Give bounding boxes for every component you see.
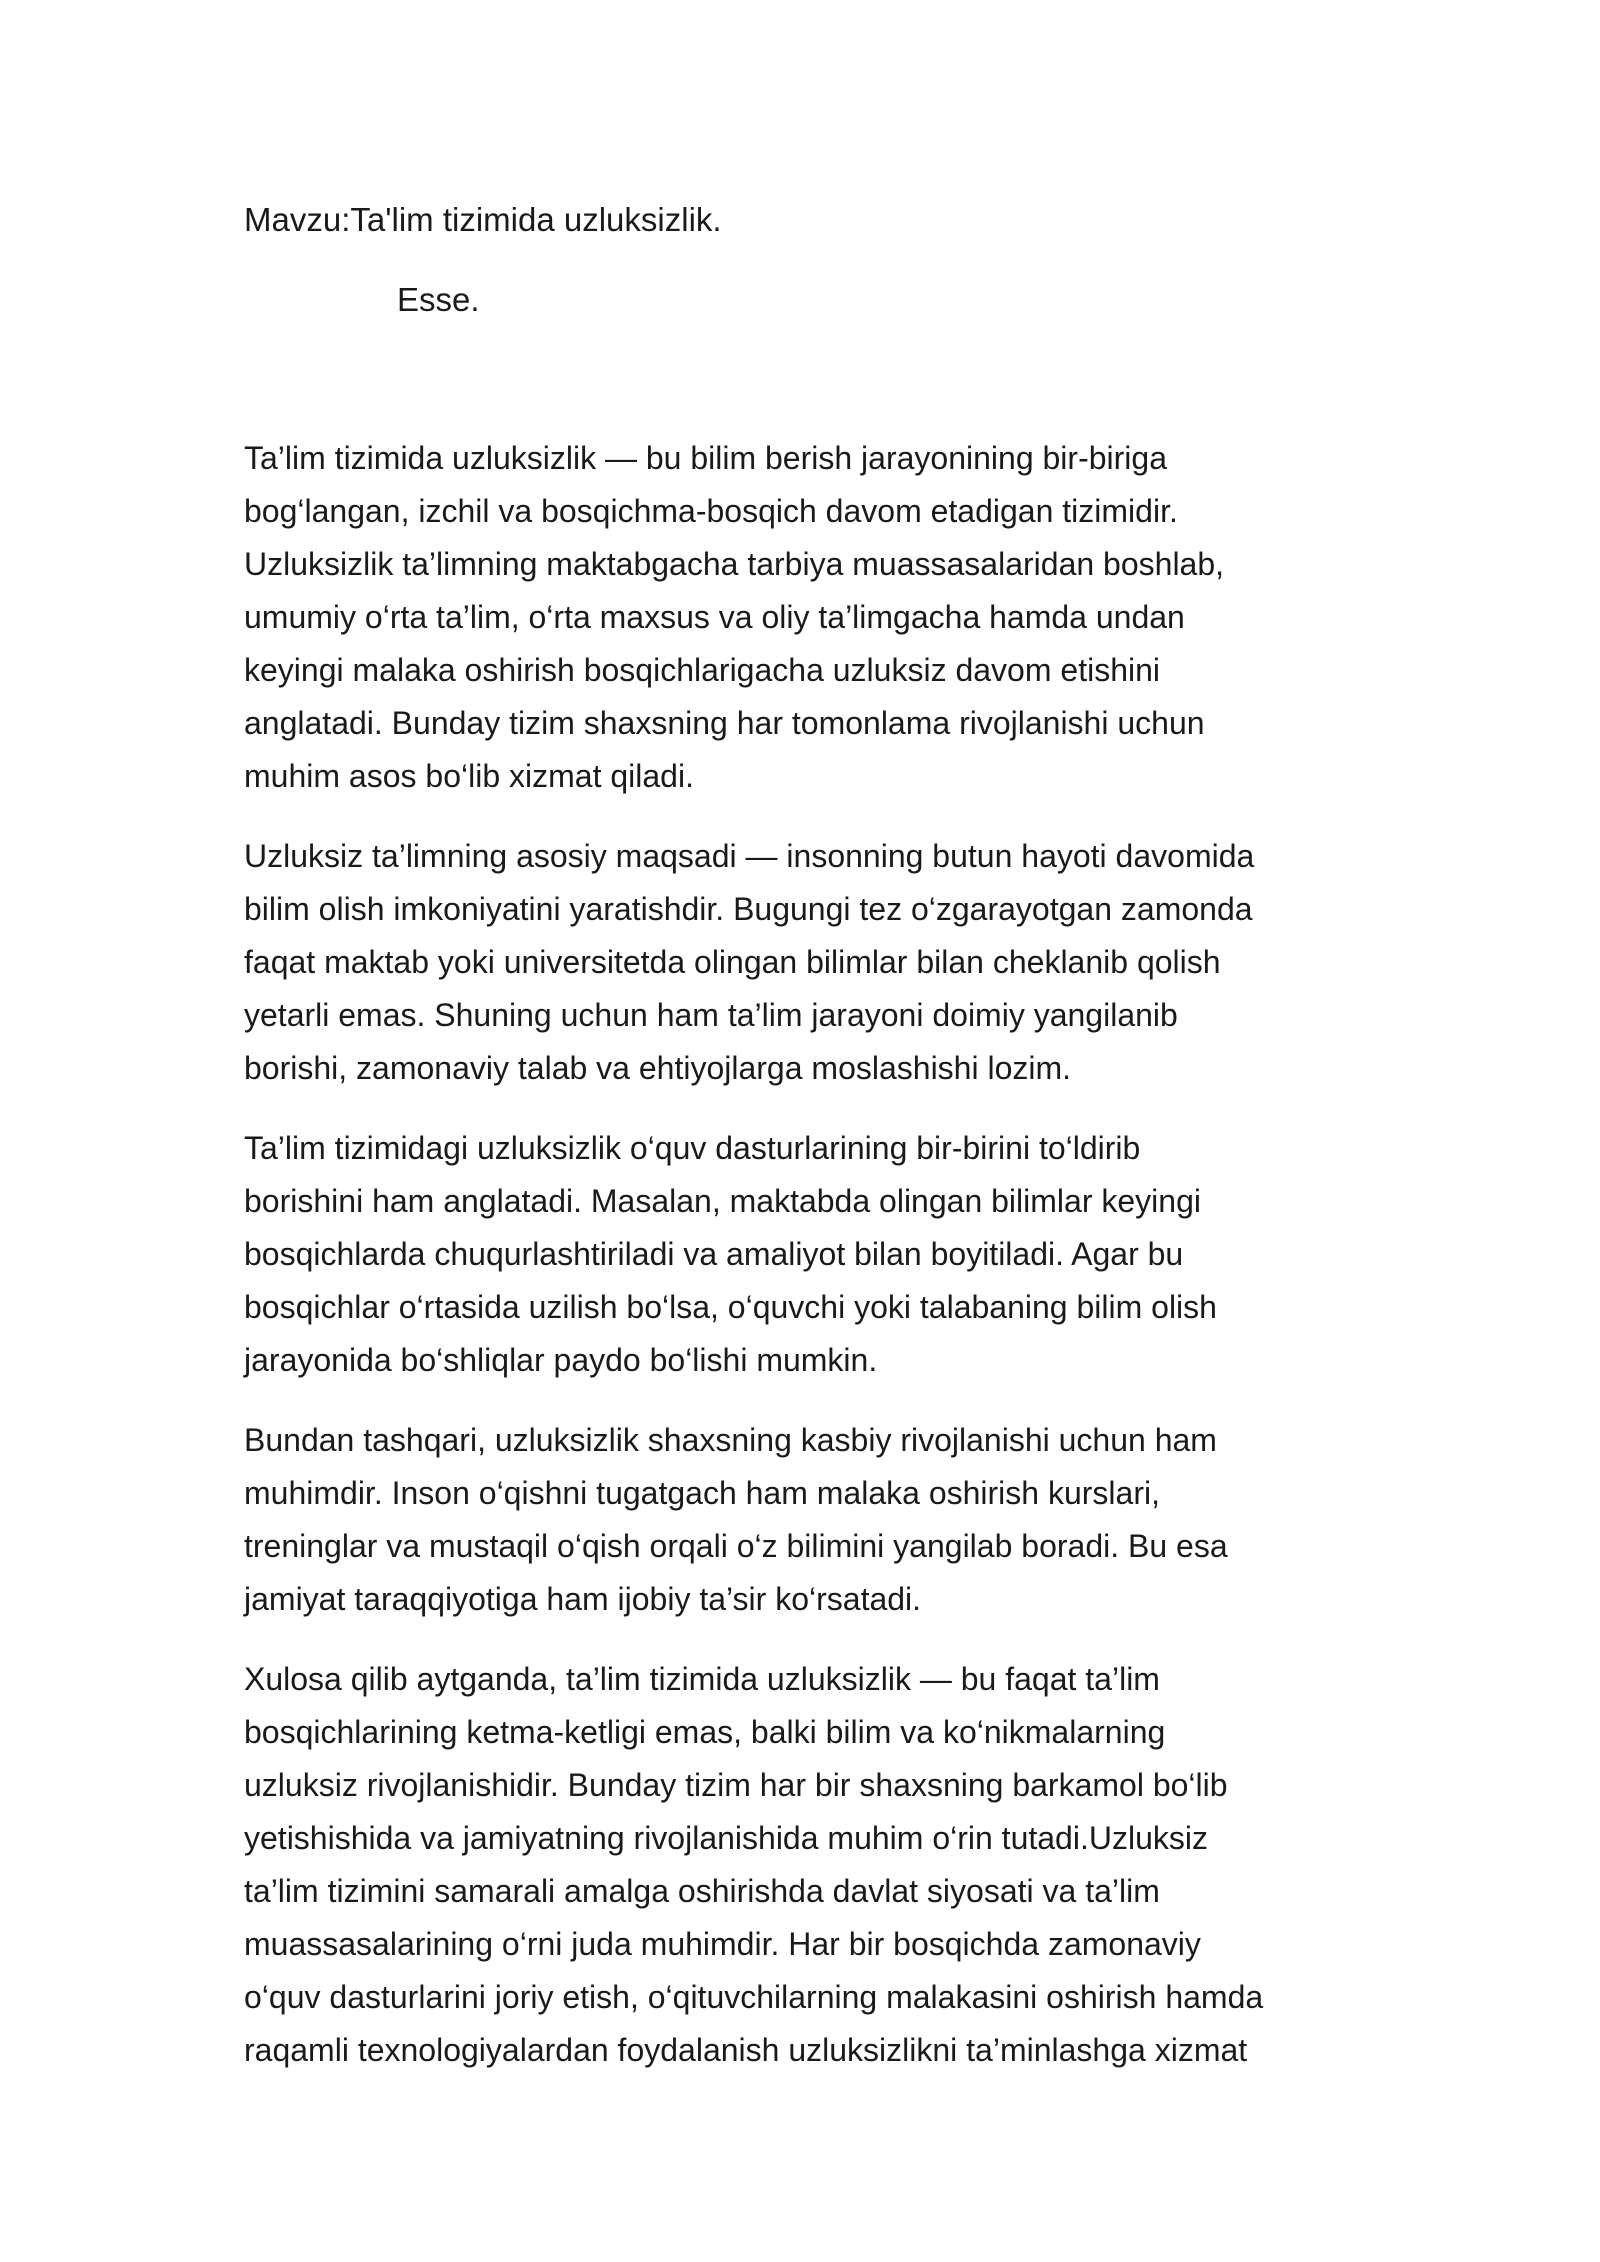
paragraph-line: faqat maktab yoki universitetda olingan bilimlar bilan cheklanib qolish xyxy=(244,944,1221,980)
paragraph-line: jarayonida bo‘shliqlar paydo bo‘lishi mumkin. xyxy=(244,1342,878,1378)
document-body xyxy=(244,432,1384,2104)
paragraph-line: Ta’lim tizimidagi uzluksizlik o‘quv dasturlarining bir-birini to‘ldirib xyxy=(244,1130,1141,1166)
paragraph-line: borishini ham anglatadi. Masalan, maktabda olingan bilimlar keyingi xyxy=(244,1183,1201,1219)
paragraph-line: Uzluksiz ta’limning asosiy maqsadi — insonning butun hayoti davomida xyxy=(244,838,1255,874)
paragraph-line: treninglar va mustaqil o‘qish orqali o‘z bilimini yangilab boradi. Bu esa xyxy=(244,1528,1228,1564)
document-title: Mavzu:Ta'lim tizimida uzluksizlik. xyxy=(244,201,722,238)
paragraph-line: bog‘langan, izchil va bosqichma-bosqich davom etadigan tizimidir. xyxy=(244,493,1178,529)
paragraph-line: Uzluksizlik ta’limning maktabgacha tarbiya muassasalaridan boshlab, xyxy=(244,546,1225,582)
paragraph-line: keyingi malaka oshirish bosqichlarigacha uzluksiz davom etishini xyxy=(244,652,1160,688)
paragraph xyxy=(244,830,1384,1095)
paragraph-line: Bundan tashqari, uzluksizlik shaxsning kasbiy rivojlanishi uchun ham xyxy=(244,1422,1217,1458)
paragraph-line: Ta’lim tizimida uzluksizlik — bu bilim berish jarayonining bir-biriga xyxy=(244,440,1167,476)
paragraph-line: muassasalarining o‘rni juda muhimdir. Har bir bosqichda zamonaviy xyxy=(244,1926,1201,1962)
paragraph-line: o‘quv dasturlarini joriy etish, o‘qituvchilarning malakasini oshirish hamda xyxy=(244,1979,1264,2015)
paragraph-line: Xulosa qilib aytganda, ta’lim tizimida uzluksizlik — bu faqat ta’lim xyxy=(244,1661,1160,1697)
paragraph-line: raqamli texnologiyalardan foydalanish uzluksizlikni ta’minlashga xizmat xyxy=(244,2032,1248,2068)
paragraph-line: bosqichlarda chuqurlashtiriladi va amaliyot bilan boyitiladi. Agar bu xyxy=(244,1236,1184,1272)
paragraph-line: muhim asos bo‘lib xizmat qiladi. xyxy=(244,758,694,794)
paragraph-line: anglatadi. Bunday tizim shaxsning har tomonlama rivojlanishi uchun xyxy=(244,705,1205,741)
paragraph-line: borishi, zamonaviy talab va ehtiyojlarga moslashishi lozim. xyxy=(244,1050,1072,1086)
paragraph xyxy=(244,1653,1384,2077)
paragraph-line: bilim olish imkoniyatini yaratishdir. Bugungi tez o‘zgarayotgan zamonda xyxy=(244,891,1253,927)
paragraph xyxy=(244,1414,1384,1626)
paragraph-line: yetarli emas. Shuning uchun ham ta’lim jarayoni doimiy yangilanib xyxy=(244,997,1178,1033)
paragraph-line: bosqichlar o‘rtasida uzilish bo‘lsa, o‘quvchi yoki talabaning bilim olish xyxy=(244,1289,1217,1325)
paragraph xyxy=(244,432,1384,803)
paragraph-line: ta’lim tizimini samarali amalga oshirishda davlat siyosati va ta’lim xyxy=(244,1873,1160,1909)
document-subtitle: Esse. xyxy=(397,281,480,318)
paragraph-line: muhimdir. Inson o‘qishni tugatgach ham malaka oshirish kurslari, xyxy=(244,1475,1160,1511)
paragraph xyxy=(244,1122,1384,1387)
paragraph-line: bosqichlarining ketma-ketligi emas, balki bilim va ko‘nikmalarning xyxy=(244,1714,1166,1750)
paragraph-line: uzluksiz rivojlanishidir. Bunday tizim har bir shaxsning barkamol bo‘lib xyxy=(244,1767,1228,1803)
paragraph-line: jamiyat taraqqiyotiga ham ijobiy ta’sir ko‘rsatadi. xyxy=(244,1581,922,1617)
paragraph-line: yetishishida va jamiyatning rivojlanishida muhim o‘rin tutadi.Uzluksiz xyxy=(244,1820,1208,1856)
paragraph-line: umumiy o‘rta ta’lim, o‘rta maxsus va oliy ta’limgacha hamda undan xyxy=(244,599,1185,635)
